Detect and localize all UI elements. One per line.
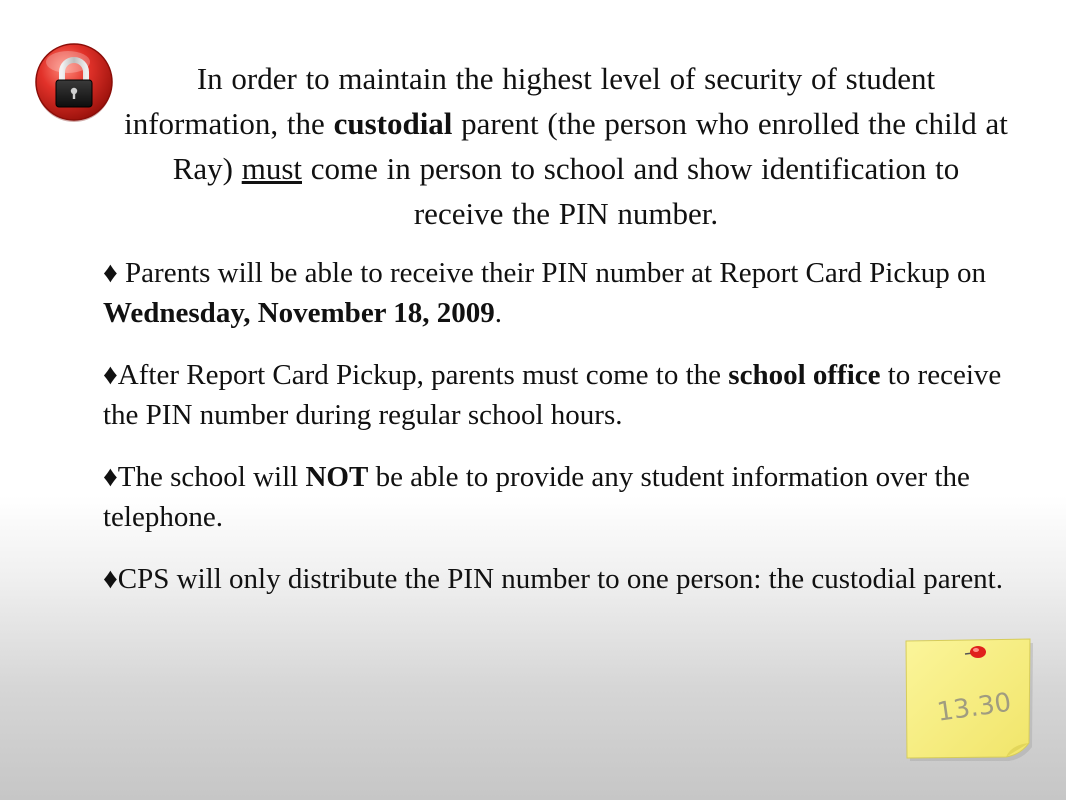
- bullet-text: ♦The school will: [103, 461, 306, 493]
- must-emphasis: must: [241, 151, 302, 186]
- bullet-text: ♦CPS will only distribute the PIN number to one person: the custodial parent.: [103, 563, 1003, 595]
- bullet-text: ♦After Report Card Pickup, parents must come to the: [103, 359, 729, 391]
- bullet-emphasis: school office: [728, 359, 881, 391]
- bullet-item: [103, 253, 1033, 333]
- bullet-list: [103, 253, 1033, 621]
- bullet-text: be able to provide any student information over the telephone.: [103, 461, 970, 533]
- intro-text-1: In order to maintain the highest level of security of student information, the: [124, 61, 936, 141]
- bullet-emphasis: NOT: [305, 461, 369, 493]
- sticky-note: [903, 637, 1033, 761]
- bullet-text: .: [494, 297, 503, 329]
- bullet-text: ♦ Parents will be able to receive their PIN number at Report Card Pickup on: [103, 257, 986, 289]
- intro-paragraph: [124, 56, 1008, 236]
- padlock-icon: [33, 42, 115, 124]
- bullet-text: to receive the PIN number during regular school hours.: [103, 359, 1002, 431]
- custodial-emphasis: custodial: [333, 106, 453, 141]
- sticky-note-text: 13.30: [935, 687, 1014, 728]
- bullet-item: [103, 457, 1033, 537]
- bullet-emphasis: Wednesday, November 18, 2009: [103, 297, 495, 329]
- intro-text-2: parent (the person who enrolled the child at Ray): [172, 106, 1008, 186]
- intro-text-3: come in person to school and show identification to receive the PIN number.: [302, 151, 960, 231]
- bullet-item: [103, 559, 1033, 599]
- bullet-item: [103, 355, 1033, 435]
